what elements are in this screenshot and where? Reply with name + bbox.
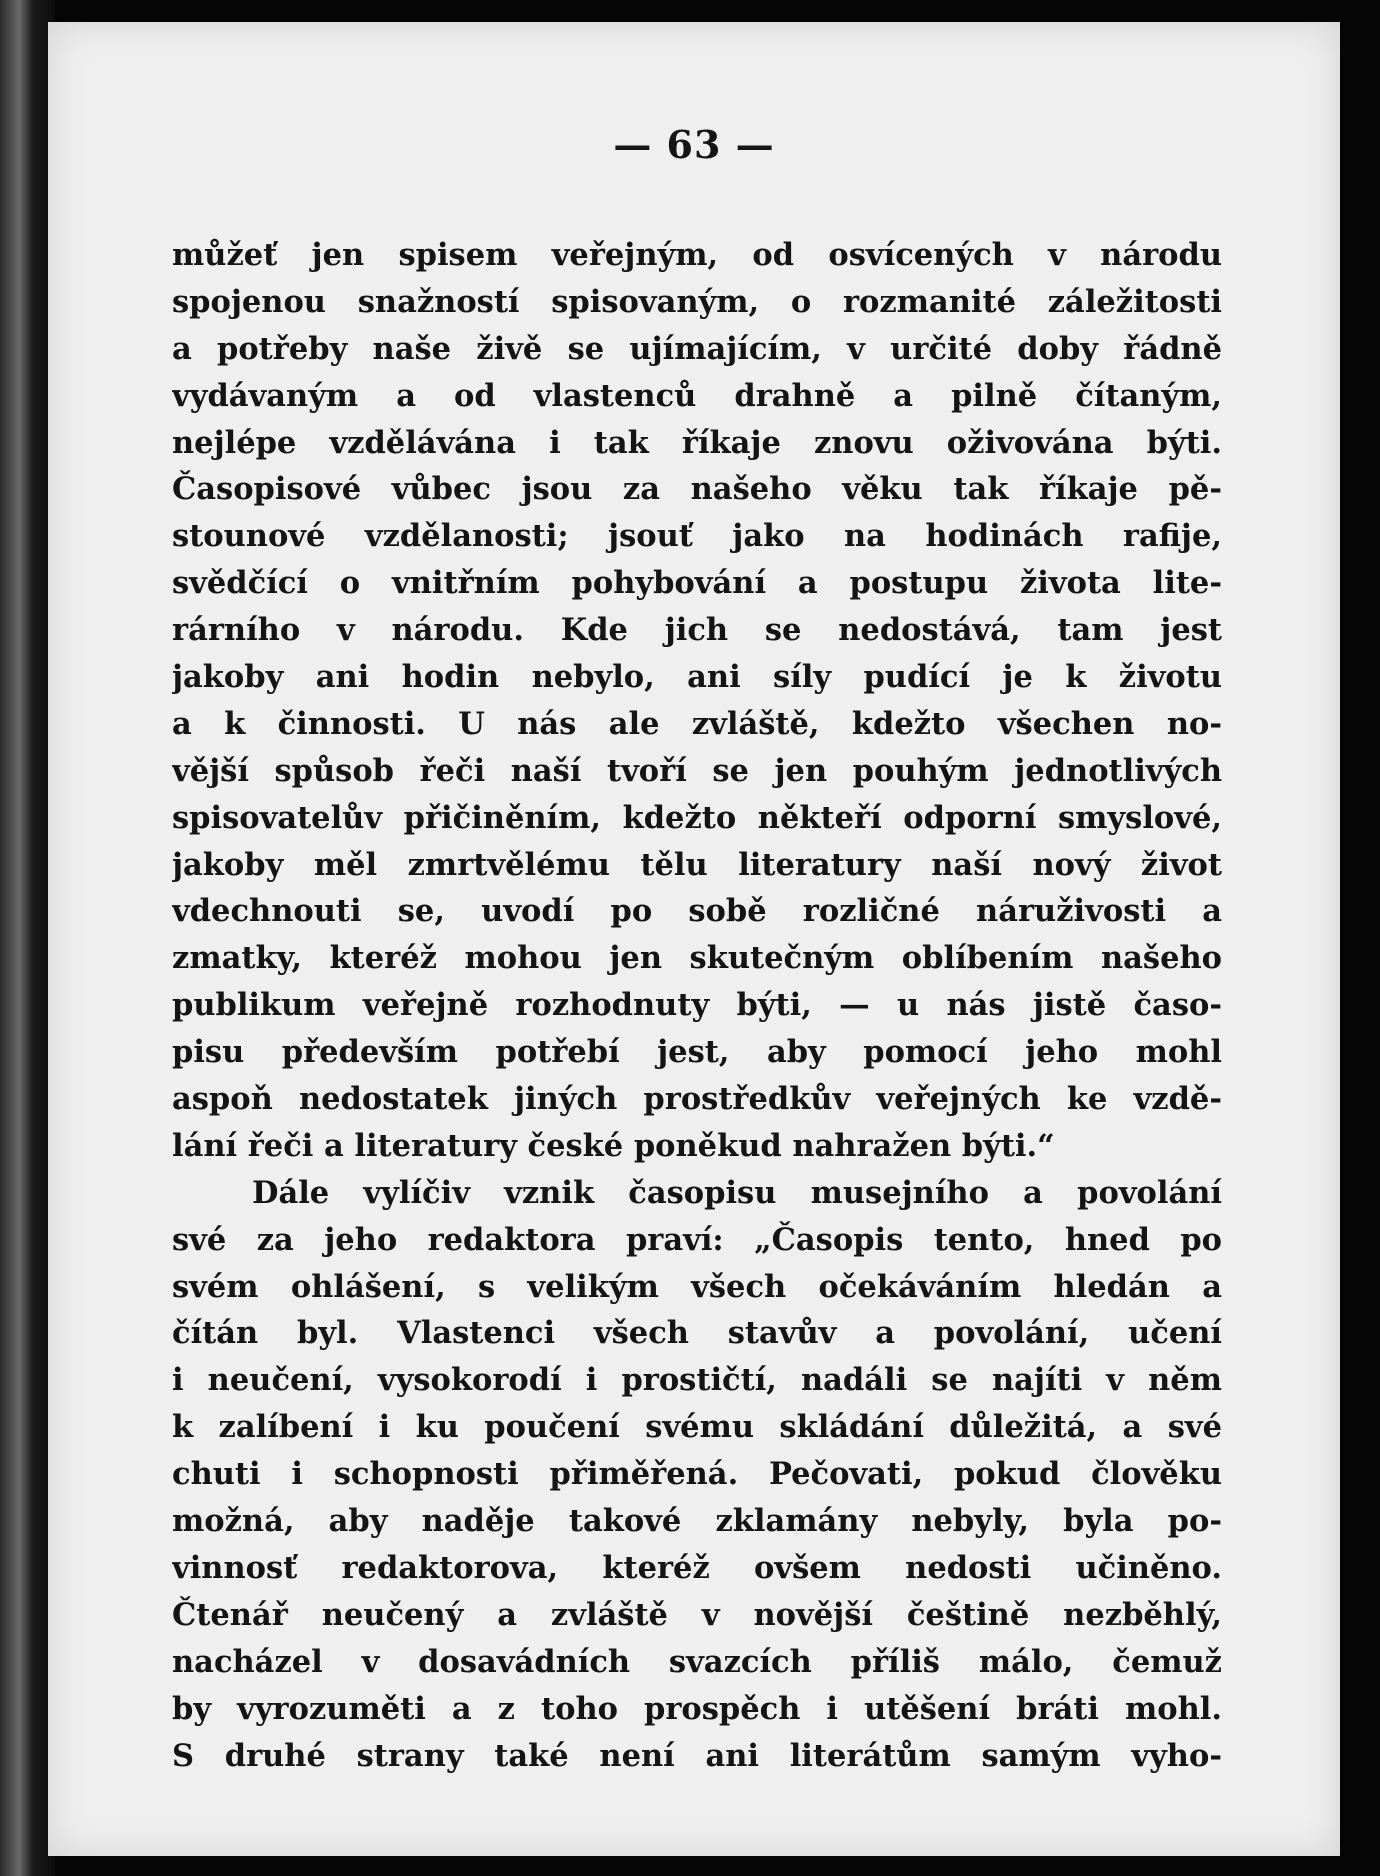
text-line: rárního v národu. Kde jich se nedostává, tam jest bbox=[172, 612, 1222, 649]
text-line: svědčící o vnitřním pohybování a postupu života lite- bbox=[172, 565, 1222, 602]
text-line: jakoby měl zmrtvělému tělu literatury naší nový život bbox=[172, 846, 1222, 883]
text-line: publikum veřejně rozhodnuty býti, — u nás jistě časo- bbox=[172, 987, 1222, 1024]
text-line: pisu především potřebí jest, aby pomocí jeho mohl bbox=[172, 1034, 1222, 1071]
text-line: vinnosť redaktorova, kteréž ovšem nedosti učiněno. bbox=[172, 1549, 1222, 1586]
text-line: a k činnosti. U nás ale zvláště, kdežto všechen no- bbox=[172, 705, 1222, 742]
body-text bbox=[172, 232, 1222, 1779]
text-line: Časopisové vůbec jsou za našeho věku tak říkaje pě- bbox=[172, 471, 1222, 508]
text-line: S druhé strany také není ani literátům samým vyho- bbox=[172, 1737, 1222, 1774]
text-line: lání řeči a literatury české poněkud nahražen býti.“ bbox=[172, 1127, 1055, 1164]
text-line: spojenou snažností spisovaným, o rozmanité záležitosti bbox=[172, 283, 1222, 320]
text-line: můžeť jen spisem veřejným, od osvícených v národu bbox=[172, 237, 1222, 273]
text-line: spisovatelův přičiněním, kdežto někteří odporní smyslové, bbox=[172, 799, 1222, 836]
text-line: vdechnouti se, uvodí po sobě rozličné náruživosti a bbox=[172, 893, 1222, 930]
text-line: Dále vylíčiv vznik časopisu musejního a povolání bbox=[252, 1174, 1222, 1211]
text-line: stounové vzdělanosti; jsouť jako na hodinách rafije, bbox=[172, 518, 1222, 555]
text-line: jakoby ani hodin nebylo, ani síly pudící je k životu bbox=[172, 659, 1222, 696]
text-line: vydávaným a od vlastenců drahně a pilně čítaným, bbox=[172, 377, 1222, 414]
text-line: by vyrozuměti a z toho prospěch i utěšení bráti mohl. bbox=[172, 1690, 1222, 1727]
book-spine-edge bbox=[0, 0, 55, 1876]
text-line: Čtenář neučený a zvláště v novější češtině nezběhlý, bbox=[172, 1596, 1222, 1633]
page-number: — 63 — bbox=[613, 122, 775, 167]
text-line: aspoň nedostatek jiných prostředkův veřejných ke vzdě- bbox=[172, 1081, 1222, 1118]
text-line: možná, aby naděje takové zklamány nebyly, byla po- bbox=[172, 1503, 1222, 1540]
text-line: nacházel v dosavádních svazcích příliš málo, čemuž bbox=[172, 1643, 1222, 1680]
text-line: k zalíbení i ku poučení svému skládání důležitá, a své bbox=[172, 1409, 1222, 1446]
text-line: nejlépe vzdělávána i tak říkaje znovu oživována býti. bbox=[172, 424, 1222, 461]
text-line: i neučení, vysokorodí i prostičtí, nadáli se najíti v něm bbox=[172, 1362, 1222, 1399]
text-line: a potřeby naše živě se ujímajícím, v určité doby řádně bbox=[172, 330, 1222, 367]
text-line: vější spůsob řeči naší tvoří se jen pouhým jednotlivých bbox=[172, 752, 1222, 789]
text-line: zmatky, kteréž mohou jen skutečným oblíbením našeho bbox=[172, 940, 1222, 977]
text-line: čítán byl. Vlastenci všech stavův a povolání, učení bbox=[172, 1315, 1222, 1352]
text-line: chuti i schopnosti přiměřená. Pečovati, pokud člověku bbox=[172, 1456, 1222, 1493]
text-line: své za jeho redaktora praví: „Časopis tento, hned po bbox=[172, 1221, 1222, 1258]
text-line: svém ohlášení, s velikým všech očekáváním hledán a bbox=[172, 1268, 1222, 1305]
book-page bbox=[48, 22, 1340, 1856]
